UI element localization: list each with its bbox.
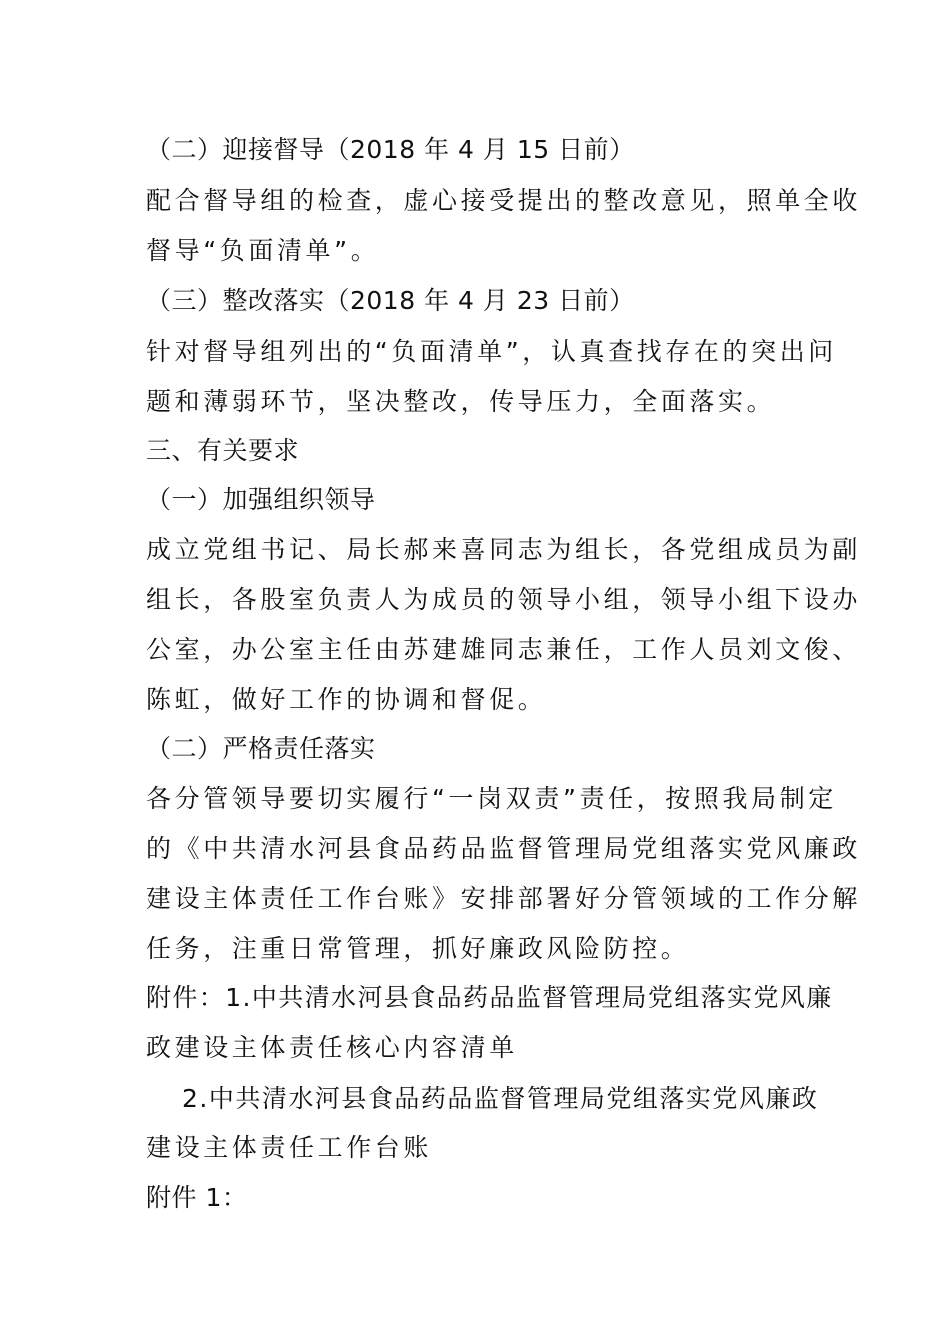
- paragraph-line: 建设主体责任工作台账》安排部署好分管领域的工作分解: [146, 884, 862, 913]
- paragraph-line: 任务，注重日常管理，抓好廉政风险防控。: [146, 934, 690, 963]
- attachment-heading: 附件 1：: [146, 1183, 248, 1212]
- paragraph-line: 各分管领导要切实履行“一岗双责”责任，按照我局制定: [146, 784, 837, 813]
- section-heading-rectification: （三）整改落实（2018 年 4 月 23 日前）: [146, 286, 635, 315]
- paragraph-line: 组长，各股室负责人为成员的领导小组，领导小组下设办: [146, 585, 862, 614]
- paragraph-line: 题和薄弱环节，坚决整改，传导压力，全面落实。: [146, 387, 776, 416]
- section-heading-requirements: 三、有关要求: [146, 436, 300, 465]
- attachment-list-item-1: 附件：1.中共清水河县食品药品监督管理局党组落实党风廉: [146, 983, 833, 1012]
- attachment-list-item-2-cont: 建设主体责任工作台账: [146, 1133, 433, 1162]
- paragraph-line: 督导“负面清单”。: [146, 236, 380, 265]
- attachment-list-item-2: 2.中共清水河县食品药品监督管理局党组落实党风廉政: [182, 1084, 819, 1113]
- subsection-heading-responsibility: （二）严格责任落实: [146, 734, 376, 763]
- paragraph-line: 公室，办公室主任由苏建雄同志兼任，工作人员刘文俊、: [146, 635, 862, 664]
- paragraph-line: 的《中共清水河县食品药品监督管理局党组落实党风廉政: [146, 834, 862, 863]
- paragraph-line: 成立党组书记、局长郝来喜同志为组长，各党组成员为副: [146, 535, 862, 564]
- paragraph-line: 针对督导组列出的“负面清单”，认真查找存在的突出问: [146, 337, 837, 366]
- subsection-heading-leadership: （一）加强组织领导: [146, 485, 376, 514]
- section-heading-inspection: （二）迎接督导（2018 年 4 月 15 日前）: [146, 135, 635, 164]
- attachment-list-item-1-cont: 政建设主体责任核心内容清单: [146, 1033, 518, 1062]
- paragraph-line: 配合督导组的检查，虚心接受提出的整改意见，照单全收: [146, 186, 862, 215]
- paragraph-line: 陈虹，做好工作的协调和督促。: [146, 685, 547, 714]
